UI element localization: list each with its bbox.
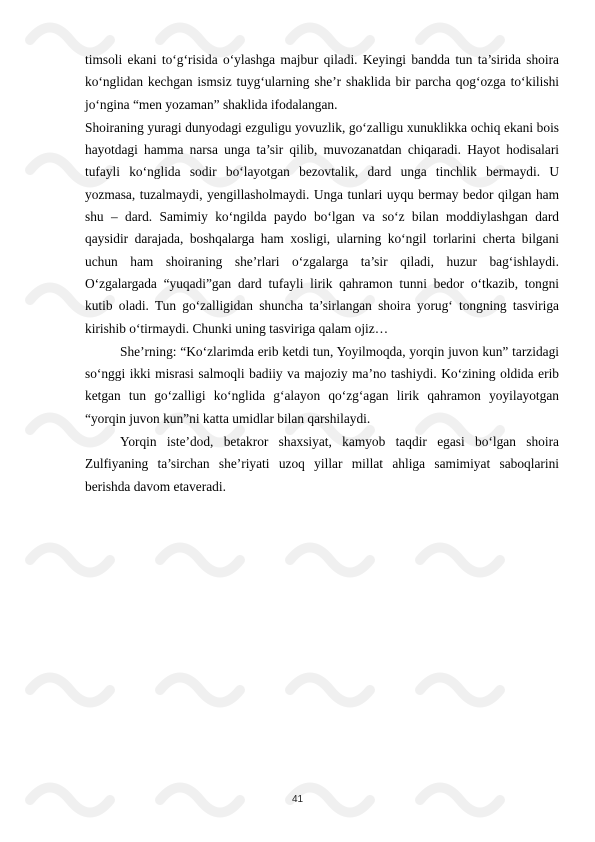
paragraph-2: Shoiraning yuragi dunyodagi ezguligu yovuzlik, go‘zalligu xunuklikka ochiq ekani bois hayotdagi hamma narsa unga ta’sir qilib, muvozanatdan chiqaradi. Hayot hodisalari tufayli ko‘nglida sodir bo‘layotgan bezovtalik, dard unga tinchlik bermaydi. U yozmasa, tuzalmaydi, yengillasholmaydi. Unga tunlari uyqu bermay bedor qilgan ham shu – dard. Samimiy ko‘ngilda paydo bo‘lgan va so‘z bilan moddiylashgan dard qaysidir darajada, boshqalarga ham xosligi, ularning ko‘ngil torlarini cherta bilgani uchun ham shoiraning she’rlari o‘zgalarga ta’sir qiladi, huzur bag‘ishlaydi. O‘zgalargada “yuqadi”gan dard tufayli lirik qahramon tunni bedor o‘tkazib, tongni kutib oladi. Tun go‘zalligidan shuncha ta’sirlangan shoira yorug‘ tongning tasviriga kirishib o‘tirmaydi. Chunki uning tasviriga qalam ojiz… xyxy=(85,119,559,336)
document-body xyxy=(85,49,559,498)
paragraph-4: Yorqin iste’dod, betakror shaxsiyat, kamyob taqdir egasi bo‘lgan shoira Zulfiyaning ta’sirchan she’riyati uzoq yillar millat ahliga samimiyat saboqlarini berishda davom etaveradi. xyxy=(85,434,559,494)
paragraph-1: timsoli ekani to‘g‘risida o‘ylashga majbur qiladi. Keyingi bandda tun ta’sirida shoira ko‘nglidan kechgan ismsiz tuyg‘ularning she’r shaklida bir parcha qog‘ozga to‘kilishi jo‘ngina “men yozaman” shaklida ifodalangan. xyxy=(85,52,559,112)
page-number: 41 xyxy=(291,794,304,805)
paragraph-3: She’rning: “Ko‘zlarimda erib ketdi tun, Yoyilmoqda, yorqin juvon kun” tarzidagi so‘nggi ikki misrasi salmoqli badiiy va majoziy ma’no tashiydi. Ko‘zining oldida erib ketgan tun go‘zalligi ko‘nglida g‘alayon qo‘zg‘agan lirik qahramon yoyilayotgan “yorqin juvon kun”ni katta umidlar bilan qarshilaydi. xyxy=(85,343,559,426)
